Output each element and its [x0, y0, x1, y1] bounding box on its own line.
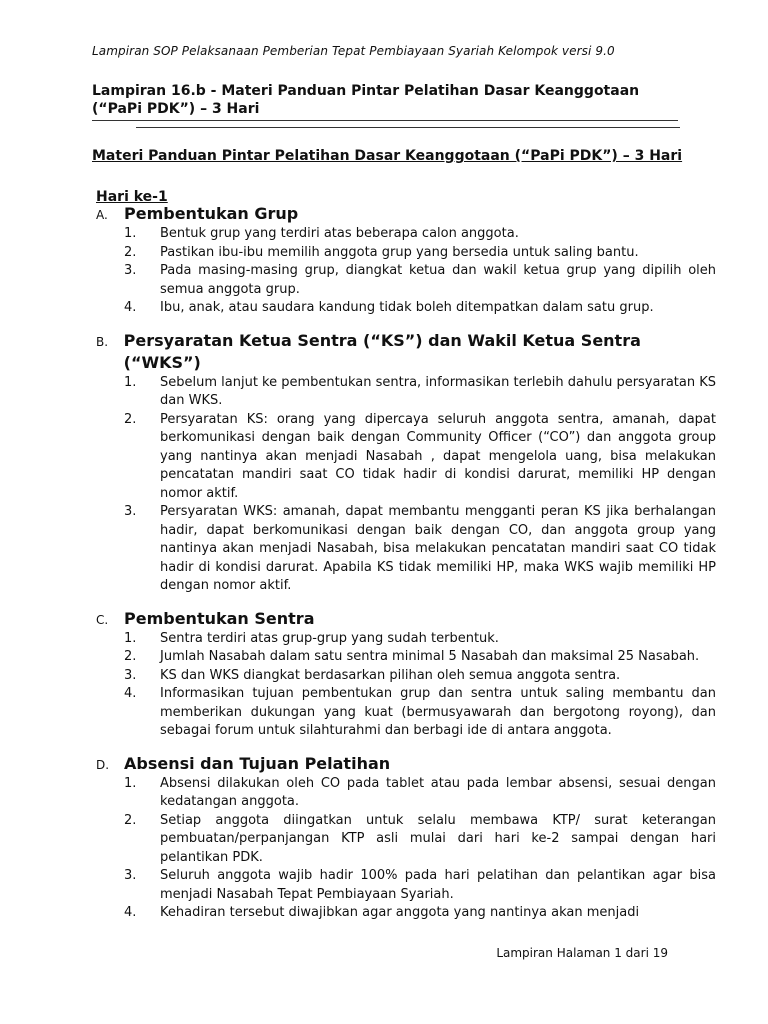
list-item-text: Kehadiran tersebut diwajibkan agar anggota yang nantinya akan menjadi [160, 905, 640, 920]
list-item [96, 225, 716, 244]
list-item-text: Sentra terdiri atas grup-grup yang sudah terbentuk. [160, 630, 499, 646]
section-heading [96, 608, 716, 630]
list-item-number: 3. [124, 263, 137, 278]
running-header: Lampiran SOP Pelaksanaan Pemberian Tepat Pembiayaan Syariah Kelompok versi 9.0 [92, 44, 615, 58]
list-item-number: 1. [124, 226, 137, 241]
list-item [96, 667, 716, 686]
section-item-list [96, 374, 716, 596]
section [96, 330, 716, 596]
list-item-number: 1. [124, 775, 137, 791]
section-item-list [96, 630, 716, 741]
list-item-text: KS dan WKS diangkat berdasarkan pilihan oleh semua anggota sentra. [160, 667, 621, 683]
list-item [96, 812, 716, 868]
list-item-text: Setiap anggota diingatkan untuk selalu membawa KTP/ surat keterangan pembuatan/perpanjangan KTP asli mulai dari hari ke-2 sampai dengan hari pelantikan PDK. [160, 812, 716, 865]
list-item-text: Ibu, anak, atau saudara kandung tidak boleh ditempatkan dalam satu grup. [160, 300, 654, 315]
list-item-number: 2. [124, 411, 137, 427]
list-item-number: 4. [124, 686, 137, 701]
list-item-number: 3. [124, 868, 137, 883]
list-item [96, 411, 716, 504]
section-heading [96, 330, 716, 374]
list-item-number: 2. [124, 812, 137, 828]
list-item [96, 299, 716, 318]
header-rule-top [92, 120, 678, 121]
list-item-text: Persyaratan KS: orang yang dipercaya seluruh anggota sentra, amanah, dapat berkomunikasi dengan baik dengan Community Officer (“CO”) dan anggota group yang nantinya akan menjadi Nasabah , dapat mengelola uang, bisa melakukan pencatatan mandiri saat CO tidak hadir di kondisi darurat, memiliki HP dengan nomor aktif. [160, 411, 716, 501]
list-item [96, 503, 716, 596]
list-item-number: 4. [124, 905, 137, 920]
section-letter: A. [96, 208, 108, 222]
section-heading [96, 753, 716, 775]
document-heading: Lampiran 16.b - Materi Panduan Pintar Pelatihan Dasar Keanggotaan (“PaPi PDK”) – 3 Hari [92, 83, 640, 117]
list-item [96, 775, 716, 812]
list-item-number: 4. [124, 300, 137, 315]
section-letter: D. [96, 757, 110, 772]
section-letter: C. [96, 612, 109, 627]
list-item-text: Informasikan tujuan pembentukan grup dan sentra untuk saling membantu dan memberikan dukungan yang kuat (bermusyawarah dan bergotong royong), dan sebagai forum untuk silahturahmi dan berbagi ide di antara anggota. [160, 686, 716, 738]
list-item-number: 1. [124, 630, 137, 646]
section-title: Absensi dan Tujuan Pelatihan [124, 753, 391, 773]
list-item-number: 1. [124, 374, 137, 390]
list-item-text: Persyaratan WKS: amanah, dapat membantu mengganti peran KS jika berhalangan hadir, dapat berkomunikasi dengan baik dengan CO, dan anggota group yang nantinya akan menjadi Nasabah, bisa melakukan pencatatan mandiri saat CO tidak hadir di kondisi darurat. Apabila KS tidak memiliki HP, maka WKS wajib memiliki HP dengan nomor aktif. [160, 504, 716, 593]
header-rule-bottom [136, 127, 680, 128]
list-item-number: 3. [124, 667, 137, 683]
list-item-number: 2. [124, 649, 137, 664]
list-item-number: 3. [124, 504, 137, 519]
sections-container [96, 203, 716, 935]
list-item-text: Pada masing-masing grup, diangkat ketua dan wakil ketua grup yang dipilih oleh semua anggota grup. [160, 263, 716, 297]
list-item-text: Absensi dilakukan oleh CO pada tablet atau pada lembar absensi, sesuai dengan kedatangan anggota. [160, 775, 716, 809]
list-item [96, 648, 716, 667]
section [96, 203, 716, 318]
list-item [96, 685, 716, 741]
section-title: Persyaratan Ketua Sentra (“KS”) dan Wakil Ketua Sentra (“WKS”) [123, 330, 641, 372]
section-heading [96, 203, 716, 225]
list-item-text: Bentuk grup yang terdiri atas beberapa calon anggota. [160, 226, 519, 241]
page-footer: Lampiran Halaman 1 dari 19 [496, 946, 668, 960]
section [96, 753, 716, 923]
section-item-list [96, 225, 716, 318]
list-item [96, 262, 716, 299]
list-item [96, 904, 716, 923]
list-item-number: 2. [124, 244, 137, 260]
list-item [96, 244, 716, 263]
list-item-text: Sebelum lanjut ke pembentukan sentra, informasikan terlebih dahulu persyaratan KS dan WKS. [160, 374, 716, 408]
list-item [96, 630, 716, 649]
list-item [96, 867, 716, 904]
day-label: Hari ke-1 [96, 189, 168, 205]
list-item-text: Pastikan ibu-ibu memilih anggota grup yang bersedia untuk saling bantu. [160, 244, 639, 260]
list-item-text: Jumlah Nasabah dalam satu sentra minimal 5 Nasabah dan maksimal 25 Nasabah. [160, 649, 700, 664]
section-title: Pembentukan Grup [124, 204, 299, 223]
document-title: Materi Panduan Pintar Pelatihan Dasar Keanggotaan (“PaPi PDK”) – 3 Hari [92, 148, 683, 164]
section-item-list [96, 775, 716, 923]
section-title: Pembentukan Sentra [124, 608, 315, 628]
list-item [96, 374, 716, 411]
section-letter: B. [96, 334, 109, 349]
list-item-text: Seluruh anggota wajib hadir 100% pada hari pelatihan dan pelantikan agar bisa menjadi Nasabah Tepat Pembiayaan Syariah. [160, 868, 716, 902]
section [96, 608, 716, 741]
